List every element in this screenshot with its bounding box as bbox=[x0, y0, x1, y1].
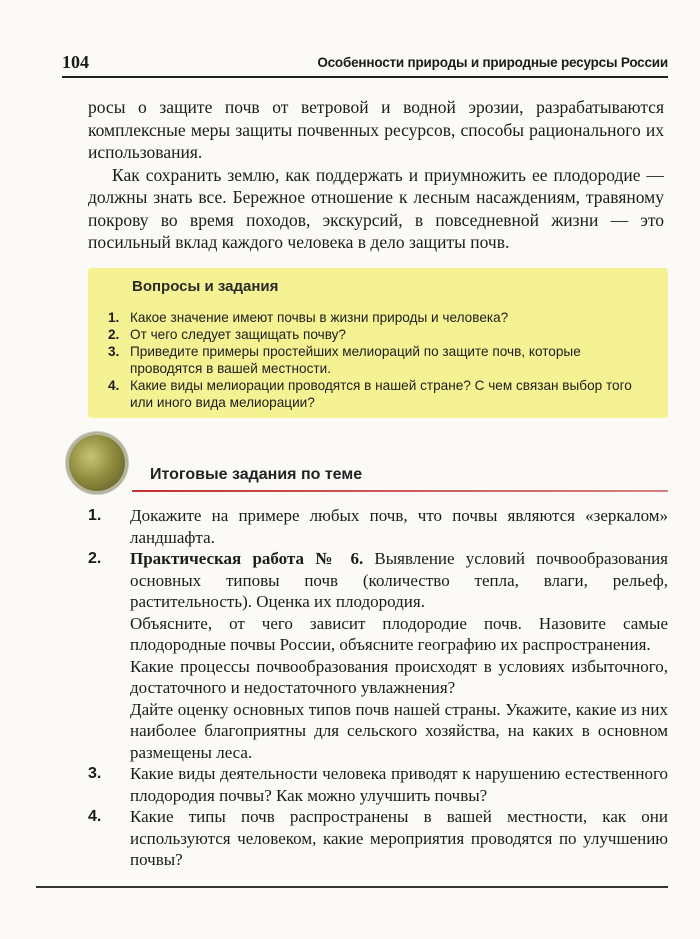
question-item bbox=[108, 377, 656, 411]
task-text: Какие виды деятельности человека приводят к нарушению естественного плодородия почвы? Как можно улучшить почвы? bbox=[130, 764, 668, 805]
intro-text bbox=[88, 96, 664, 254]
questions-box bbox=[88, 268, 668, 418]
running-title: Особенности природы и природные ресурсы России bbox=[317, 55, 668, 70]
intro-paragraph-1: росы о защите почв от ветровой и водной эрозии, разрабатываются комплексные меры защиты почвенных ресурсов, способы рационального их использования. bbox=[88, 97, 664, 162]
task-item bbox=[88, 763, 668, 806]
final-tasks-list bbox=[88, 505, 668, 871]
task-paragraph: Дайте оценку основных типов почв нашей страны. Укажите, какие из них наиболее благоприятны для сельского хозяйства, на каких в основном размещены леса. bbox=[130, 699, 668, 762]
question-number: 1. bbox=[108, 310, 120, 325]
question-item bbox=[108, 326, 656, 343]
task-item bbox=[88, 505, 668, 548]
question-text: От чего следует защищать почву? bbox=[130, 327, 346, 342]
questions-title: Вопросы и задания bbox=[132, 278, 279, 295]
task-number: 2. bbox=[88, 550, 102, 567]
task-text bbox=[130, 548, 668, 613]
page-header bbox=[62, 50, 668, 78]
questions-list bbox=[108, 309, 656, 411]
task-text: Докажите на примере любых почв, что почвы являются «зеркалом» ландшафта. bbox=[130, 506, 668, 547]
task-item bbox=[88, 548, 668, 763]
page-number: 104 bbox=[62, 52, 89, 72]
question-number: 3. bbox=[108, 344, 120, 359]
task-number: 4. bbox=[88, 808, 102, 825]
task-text-rest: Выявление условий почвообразования основных типовы почв (количество тепла, влаги, рельеф, растительность). Оценка их плодородия. bbox=[130, 549, 669, 611]
practical-work-label: Практическая работа № 6. bbox=[130, 549, 364, 568]
title-rule bbox=[132, 490, 668, 492]
final-tasks-title: Итоговые задания по теме bbox=[150, 466, 363, 483]
question-text: Какое значение имеют почвы в жизни природы и человека? bbox=[130, 310, 509, 325]
footer-rule bbox=[36, 886, 668, 888]
question-text: Приведите примеры простейших мелиораций по защите почв, которые проводятся в вашей местности. bbox=[130, 344, 581, 376]
task-number: 1. bbox=[88, 507, 102, 524]
task-paragraph: Какие процессы почвообразования происходят в условиях избыточного, достаточного и недостаточного увлажнения? bbox=[130, 656, 668, 697]
task-text: Какие типы почв распространены в вашей местности, как они используются человеком, какие мероприятия проводятся по улучшению почвы? bbox=[130, 807, 668, 869]
question-item bbox=[108, 343, 656, 377]
question-number: 2. bbox=[108, 327, 120, 342]
task-item bbox=[88, 806, 668, 871]
question-number: 4. bbox=[108, 378, 120, 393]
question-item bbox=[108, 309, 656, 326]
question-text: Какие виды мелиорации проводятся в нашей стране? С чем связан выбор того или иного вида мелиорации? bbox=[130, 378, 632, 410]
task-number: 3. bbox=[88, 765, 102, 782]
section-badge-image bbox=[66, 432, 128, 494]
intro-paragraph-2: Как сохранить землю, как поддержать и приумножить ее плодородие — должны знать все. Бережное отношение к лесным насаждениям, травяному покрову во время походов, экскурсий, в повседневной жизни — это посильный вклад каждого человека в дело защиты почв. bbox=[88, 164, 664, 252]
task-paragraph: Объясните, от чего зависит плодородие почв. Назовите самые плодородные почвы России, объясните географию их распространения. bbox=[130, 613, 668, 654]
